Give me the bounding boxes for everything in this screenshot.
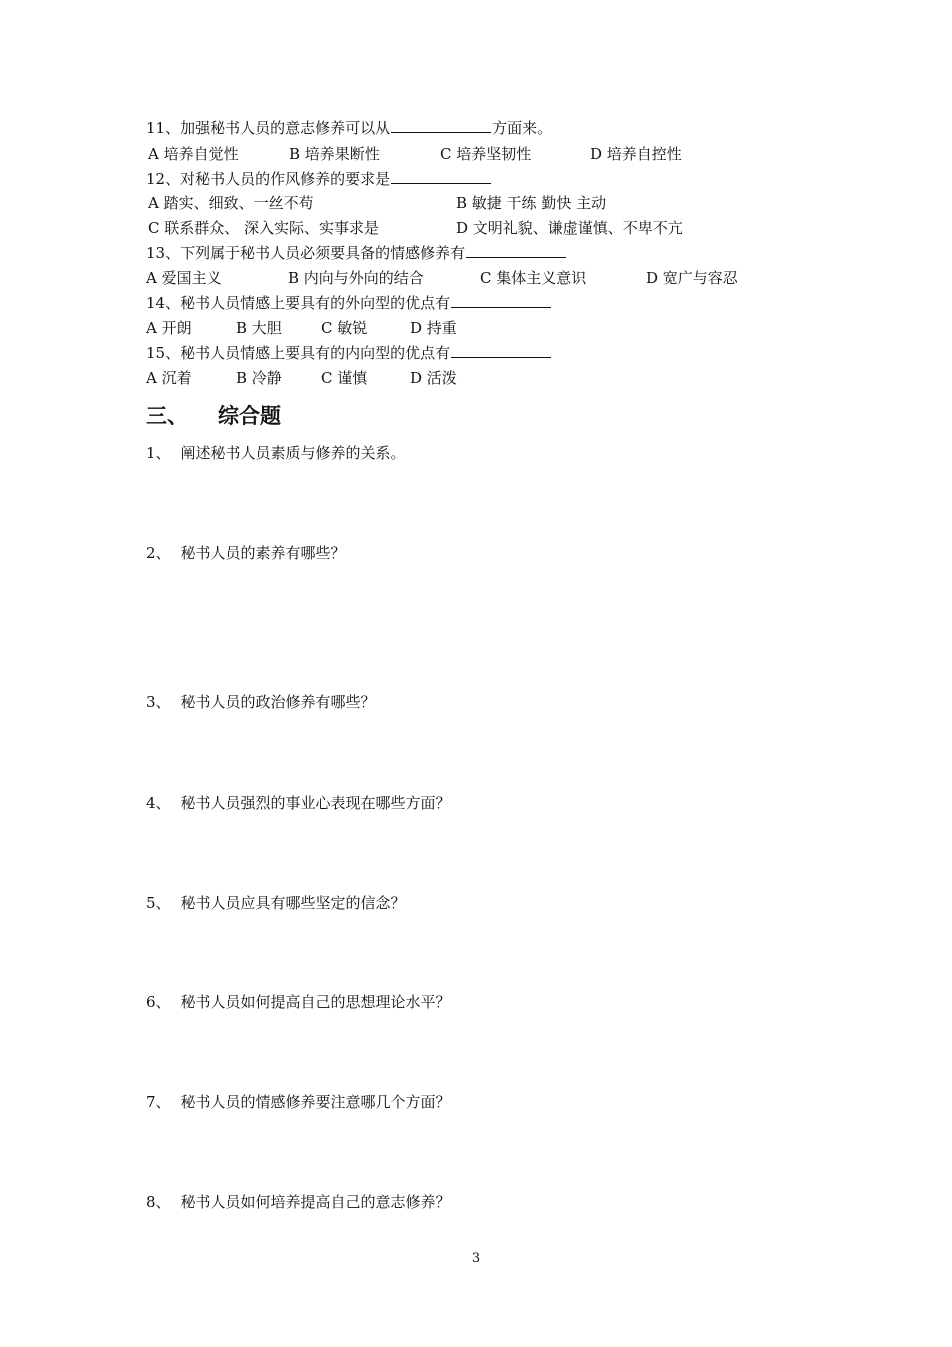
option-b: B 敏捷 干练 勤快 主动 — [456, 194, 607, 212]
question-text: 秘书人员应具有哪些坚定的信念？ — [180, 894, 406, 912]
option-c: C 谨慎 — [321, 369, 368, 387]
question-11-stem — [146, 118, 552, 138]
question-number: 4、 — [146, 794, 171, 812]
option-d: D 活泼 — [410, 369, 457, 387]
essay-question-6 — [146, 992, 451, 1012]
question-14-stem — [146, 293, 552, 313]
question-number: 5、 — [146, 894, 171, 912]
option-c: C 敏锐 — [321, 319, 368, 337]
question-number: 6、 — [146, 993, 171, 1011]
answer-blank — [451, 343, 551, 358]
question-11-text: 11、加强秘书人员的意志修养可以从 — [146, 119, 391, 137]
question-14-text: 14、秘书人员情感上要具有的外向型的优点有 — [146, 294, 451, 312]
section-title: 综合题 — [218, 404, 281, 428]
question-number: 7、 — [146, 1093, 171, 1111]
option-d: D 培养自控性 — [590, 145, 682, 163]
question-11-text-after: 方面来。 — [492, 119, 553, 137]
option-d: D 持重 — [410, 319, 457, 337]
question-text: 秘书人员的素养有哪些？ — [180, 544, 346, 562]
essay-question-2 — [146, 543, 346, 563]
essay-question-4 — [146, 793, 451, 813]
answer-blank — [391, 118, 491, 133]
question-text: 秘书人员的情感修养要注意哪几个方面？ — [180, 1093, 451, 1111]
answer-blank — [391, 169, 491, 184]
section-number: 三、 — [146, 404, 188, 428]
section-heading — [146, 402, 281, 430]
question-text: 秘书人员如何培养提高自己的意志修养？ — [180, 1193, 451, 1211]
question-12-text: 12、对秘书人员的作风修养的要求是 — [146, 170, 391, 188]
question-text: 秘书人员强烈的事业心表现在哪些方面？ — [180, 794, 451, 812]
answer-blank — [451, 293, 551, 308]
essay-question-3 — [146, 692, 376, 712]
question-12-stem — [146, 169, 492, 189]
question-text: 秘书人员如何提高自己的思想理论水平？ — [180, 993, 451, 1011]
option-c: C 集体主义意识 — [480, 269, 587, 287]
option-b: B 大胆 — [236, 319, 282, 337]
essay-question-7 — [146, 1092, 451, 1112]
option-a: A 爱国主义 — [146, 269, 222, 287]
question-15-stem — [146, 343, 552, 363]
essay-question-8 — [146, 1192, 451, 1212]
option-b: B 培养果断性 — [289, 145, 380, 163]
option-a: A 开朗 — [146, 319, 192, 337]
question-number: 3、 — [146, 693, 171, 711]
essay-question-5 — [146, 893, 406, 913]
question-13-stem — [146, 243, 567, 263]
question-number: 2、 — [146, 544, 171, 562]
essay-question-1 — [146, 443, 406, 463]
question-number: 8、 — [146, 1193, 171, 1211]
option-c: C 联系群众、 深入实际、实事求是 — [148, 219, 380, 237]
question-13-text: 13、下列属于秘书人员必须要具备的情感修养有 — [146, 244, 466, 262]
option-a: A 踏实、细致、一丝不苟 — [148, 194, 314, 212]
option-b: B 冷静 — [236, 369, 282, 387]
option-a: A 沉着 — [146, 369, 192, 387]
option-c: C 培养坚韧性 — [440, 145, 532, 163]
option-a: A 培养自觉性 — [148, 145, 239, 163]
question-number: 1、 — [146, 444, 171, 462]
option-b: B 内向与外向的结合 — [288, 269, 424, 287]
option-d: D 宽广与容忍 — [646, 269, 738, 287]
page-number: 3 — [471, 1251, 481, 1266]
option-d: D 文明礼貌、谦虚谨慎、不卑不亢 — [456, 219, 683, 237]
answer-blank — [466, 243, 566, 258]
question-text: 阐述秘书人员素质与修养的关系。 — [180, 444, 406, 462]
question-text: 秘书人员的政治修养有哪些？ — [180, 693, 376, 711]
question-15-text: 15、秘书人员情感上要具有的内向型的优点有 — [146, 344, 451, 362]
